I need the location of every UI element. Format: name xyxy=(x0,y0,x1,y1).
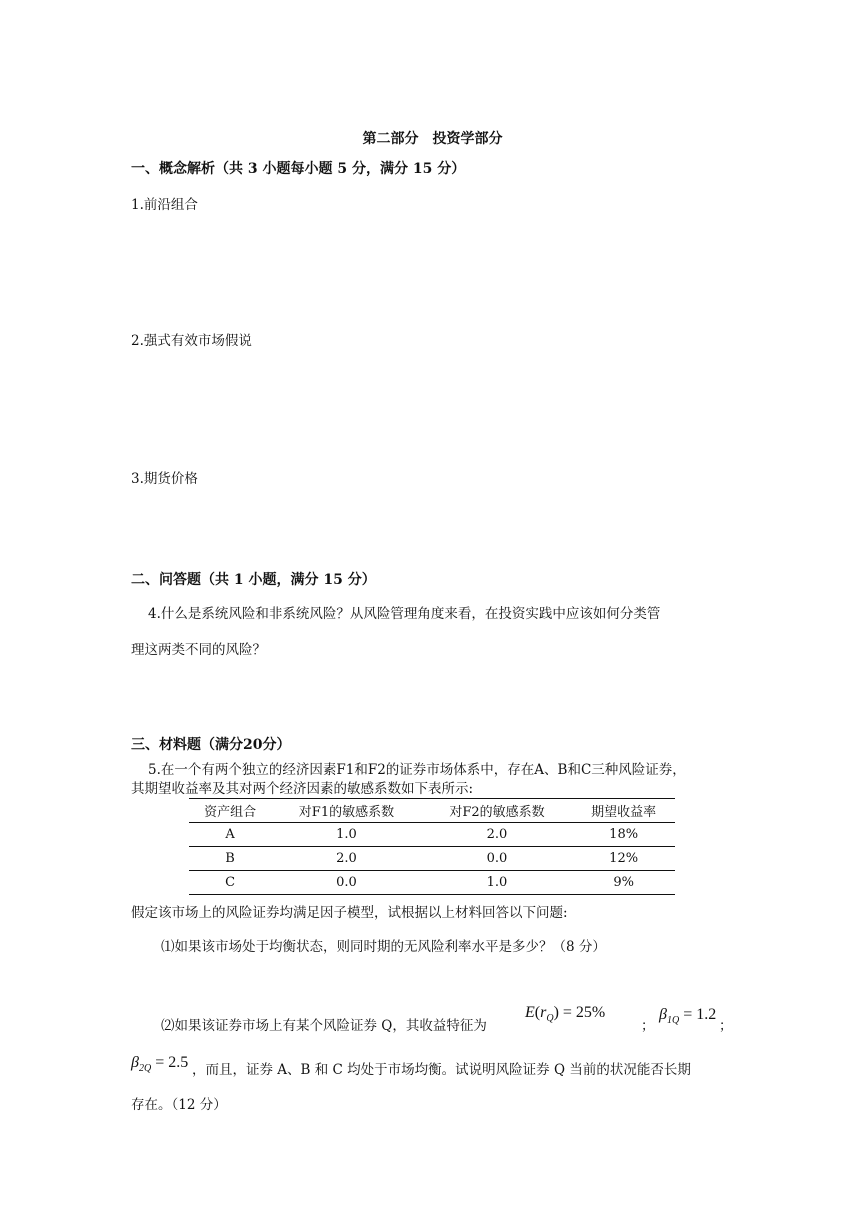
sub-question-2-line2: ，而且，证券 A、B 和 C 均处于市场均衡。试说明风险证券 Q 当前的状况能否长期 xyxy=(192,1062,691,1078)
table-cell: 1.0 xyxy=(271,823,422,847)
formula-value: = 25% xyxy=(562,1004,606,1021)
table-header: 资产组合 xyxy=(189,799,271,823)
question-1: 1.前沿组合 xyxy=(131,197,198,213)
formula-symbol: β xyxy=(659,1006,667,1023)
beta2-formula xyxy=(131,1054,188,1074)
formula-value: = 1.2 xyxy=(683,1006,717,1023)
table-header: 对F1的敏感系数 xyxy=(271,799,422,823)
table-cell: 12% xyxy=(572,847,675,871)
sub-question-2-text: ⑵如果该证券市场上有某个风险证券 Q，其收益特征为 xyxy=(161,1018,487,1034)
beta1-formula xyxy=(659,1006,716,1026)
table-cell: 0.0 xyxy=(271,871,422,895)
page-title: 第二部分 投资学部分 xyxy=(362,131,503,147)
question-4-line2: 理这两类不同的风险？ xyxy=(131,642,266,658)
sub-question-1: ⑴如果该市场处于均衡状态，则同时期的无风险利率水平是多少？（8 分） xyxy=(161,939,606,955)
table-cell: C xyxy=(189,871,271,895)
question-5-intro-line2: 其期望收益率及其对两个经济因素的敏感系数如下表所示: xyxy=(131,781,474,797)
table-cell: 1.0 xyxy=(422,871,573,895)
section3-heading: 三、材料题（满分20分） xyxy=(131,737,291,753)
table-cell: 18% xyxy=(572,823,675,847)
formula-symbol: r xyxy=(540,1004,547,1021)
expected-return-formula: $E(r_Q) = 25\%$ xyxy=(525,1004,606,1025)
table-cell: 2.0 xyxy=(422,823,573,847)
formula-subscript: 1Q xyxy=(666,1015,680,1027)
section1-heading: 一、概念解析（共 3 小题每小题 5 分，满分 15 分） xyxy=(131,161,466,177)
table-cell: 0.0 xyxy=(422,847,573,871)
separator: ； xyxy=(719,1018,733,1034)
formula-symbol: β xyxy=(131,1054,139,1071)
question-3: 3.期货价格 xyxy=(131,471,198,487)
table-header: 对F2的敏感系数 xyxy=(422,799,573,823)
table-row xyxy=(189,823,675,847)
formula-value: = 2.5 xyxy=(155,1054,189,1071)
sub-question-2-line3: 存在。（12 分） xyxy=(131,1097,227,1113)
table-header: 期望收益率 xyxy=(572,799,675,823)
formula-symbol: E xyxy=(525,1004,535,1021)
table-header-row xyxy=(189,799,675,823)
sensitivity-table xyxy=(189,798,675,895)
section2-heading: 二、问答题（共 1 小题，满分 15 分） xyxy=(131,572,376,588)
table-row xyxy=(189,871,675,895)
assumption-text: 假定该市场上的风险证券均满足因子模型，试根据以上材料回答以下问题: xyxy=(131,905,568,921)
sub-question-2-line1 xyxy=(161,1014,487,1034)
question-4-line1: 4.什么是系统风险和非系统风险？从风险管理角度来看，在投资实践中应该如何分类管 xyxy=(148,606,661,622)
formula-subscript: 2Q xyxy=(138,1063,152,1075)
table-cell: A xyxy=(189,823,271,847)
question-2: 2.强式有效市场假说 xyxy=(131,333,252,349)
formula-subscript: Q xyxy=(546,1013,554,1025)
separator: ； xyxy=(641,1018,655,1034)
question-5-intro-line1: 5.在一个有两个独立的经济因素F1和F2的证券市场体系中，存在A、B和C三种风险证券， xyxy=(148,762,686,778)
table-cell: B xyxy=(189,847,271,871)
table-cell: 9% xyxy=(572,871,675,895)
table-cell: 2.0 xyxy=(271,847,422,871)
table-row xyxy=(189,847,675,871)
